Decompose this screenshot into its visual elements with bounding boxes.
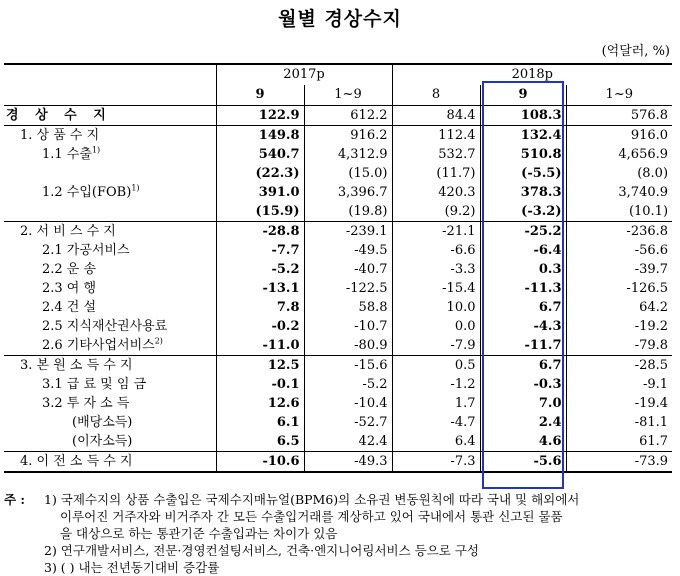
row-label-text: (배당소득) <box>72 415 133 430</box>
header-col-2: 1~9 <box>304 85 392 106</box>
header-col-5: 1~9 <box>566 85 672 106</box>
cell-value: 12.5 <box>216 356 304 376</box>
cell-value: -28.5 <box>566 356 672 376</box>
row-label-text: 2.4 건 설 <box>42 300 97 315</box>
row-label <box>4 432 216 452</box>
cell-value: -39.7 <box>566 260 672 279</box>
footnote-2: 2) 연구개발서비스, 전문·경영컨설팅서비스, 건축·엔지니어링서비스 등으로 구성 <box>44 543 479 558</box>
table-row <box>4 222 672 242</box>
cell-value: -5.2 <box>216 260 304 279</box>
row-label-text: 2.1 가공서비스 <box>42 243 130 258</box>
table-row <box>4 432 672 452</box>
row-label <box>4 260 216 279</box>
cell-value: 6.7 <box>480 298 566 317</box>
row-label <box>4 164 216 183</box>
cell-value: 916.0 <box>566 126 672 146</box>
table-row <box>4 394 672 413</box>
cell-value: 6.1 <box>216 413 304 432</box>
table-row <box>4 126 672 146</box>
cell-value: -19.2 <box>566 317 672 336</box>
cell-value: 7.8 <box>216 298 304 317</box>
cell-value: -0.2 <box>216 317 304 336</box>
cell-value: 84.4 <box>392 106 480 126</box>
row-label <box>4 145 216 164</box>
cell-value: 132.4 <box>480 126 566 146</box>
row-label-text: 3.2 투 자 소 득 <box>42 396 130 411</box>
row-label <box>4 375 216 394</box>
cell-value: 149.8 <box>216 126 304 146</box>
cell-value: 6.4 <box>392 432 480 452</box>
footnote-ref: 1) <box>131 183 140 193</box>
cell-value: -122.5 <box>304 279 392 298</box>
cell-value: -15.4 <box>392 279 480 298</box>
table-row <box>4 241 672 260</box>
row-label-text: 4. 이 전 소 득 수 지 <box>20 454 133 469</box>
row-label-text: 1.2 수입(FOB) <box>42 185 132 200</box>
cell-value: -0.3 <box>480 375 566 394</box>
cell-value: -5.6 <box>480 452 566 473</box>
row-label-text: 2.6 기타사업서비스 <box>42 338 155 353</box>
cell-value: (-5.5) <box>480 164 566 183</box>
footnote-1c: 을 대상으로 하는 통관기준 수출입과는 차이가 있음 <box>60 526 338 541</box>
cell-value: -15.6 <box>304 356 392 376</box>
table-row <box>4 336 672 356</box>
cell-value: (11.7) <box>392 164 480 183</box>
row-label <box>4 452 216 473</box>
cell-value: -10.4 <box>304 394 392 413</box>
cell-value: -3.3 <box>392 260 480 279</box>
cell-value: 7.0 <box>480 394 566 413</box>
cell-value: (-3.2) <box>480 202 566 222</box>
row-label <box>4 241 216 260</box>
row-label <box>4 279 216 298</box>
row-label-text: 2. 서 비 스 수 지 <box>20 224 116 239</box>
cell-value: -7.3 <box>392 452 480 473</box>
header-col-3: 8 <box>392 85 480 106</box>
cell-value: 6.5 <box>216 432 304 452</box>
row-label-text: (이자소득) <box>72 434 133 449</box>
cell-value: -56.6 <box>566 241 672 260</box>
row-label <box>4 222 216 242</box>
footnote-3: 3) ( ) 내는 전년동기대비 증감률 <box>44 560 220 575</box>
cell-value: (15.0) <box>304 164 392 183</box>
row-label <box>4 413 216 432</box>
cell-value: -10.7 <box>304 317 392 336</box>
row-label <box>4 394 216 413</box>
unit-label: (억달러, %) <box>601 44 670 59</box>
row-label-text: 3. 본 원 소 득 수 지 <box>20 358 133 373</box>
cell-value: -4.7 <box>392 413 480 432</box>
row-label-text: 경 상 수 지 <box>6 108 112 123</box>
cell-value: -11.3 <box>480 279 566 298</box>
row-label <box>4 317 216 336</box>
table-row <box>4 452 672 473</box>
table-row <box>4 298 672 317</box>
cell-value: -28.8 <box>216 222 304 242</box>
cell-value: 3,740.9 <box>566 183 672 202</box>
cell-value: -73.9 <box>566 452 672 473</box>
row-label-text: 2.2 운 송 <box>42 262 97 277</box>
cell-value: -80.9 <box>304 336 392 356</box>
cell-value: -11.0 <box>216 336 304 356</box>
cell-value: -9.1 <box>566 375 672 394</box>
cell-value: 4.6 <box>480 432 566 452</box>
cell-value: -6.4 <box>480 241 566 260</box>
cell-value: 112.4 <box>392 126 480 146</box>
cell-value: 391.0 <box>216 183 304 202</box>
cell-value: 532.7 <box>392 145 480 164</box>
header-col-4: 9 <box>480 85 566 106</box>
row-label <box>4 202 216 222</box>
table-row <box>4 279 672 298</box>
cell-value: 4,312.9 <box>304 145 392 164</box>
table-row <box>4 260 672 279</box>
cell-value: 42.4 <box>304 432 392 452</box>
header-col-1: 9 <box>216 85 304 106</box>
row-label <box>4 183 216 202</box>
cell-value: 1.7 <box>392 394 480 413</box>
cell-value: -25.2 <box>480 222 566 242</box>
row-label-text: 1. 상 품 수 지 <box>20 128 100 143</box>
footnote-ref: 2) <box>154 336 163 346</box>
cell-value: (10.1) <box>566 202 672 222</box>
header-period-row <box>4 85 672 106</box>
table-row <box>4 413 672 432</box>
cell-value: 510.8 <box>480 145 566 164</box>
row-label <box>4 356 216 376</box>
cell-value: 12.6 <box>216 394 304 413</box>
cell-value: 6.7 <box>480 356 566 376</box>
header-year-2017: 2017p <box>216 64 392 85</box>
row-label-text: 1.1 수출 <box>42 147 92 162</box>
row-label-text: 2.5 지식재산권사용료 <box>42 319 168 334</box>
cell-value: 61.7 <box>566 432 672 452</box>
cell-value: -7.7 <box>216 241 304 260</box>
cell-value: -126.5 <box>566 279 672 298</box>
row-label <box>4 336 216 356</box>
cell-value: -239.1 <box>304 222 392 242</box>
cell-value: 4,656.9 <box>566 145 672 164</box>
cell-value: 0.3 <box>480 260 566 279</box>
cell-value: (9.2) <box>392 202 480 222</box>
cell-value: -6.6 <box>392 241 480 260</box>
table-row <box>4 356 672 376</box>
cell-value: 0.0 <box>392 317 480 336</box>
cell-value: (19.8) <box>304 202 392 222</box>
cell-value: 64.2 <box>566 298 672 317</box>
cell-value: 916.2 <box>304 126 392 146</box>
cell-value: -49.5 <box>304 241 392 260</box>
cell-value: -52.7 <box>304 413 392 432</box>
cell-value: -4.3 <box>480 317 566 336</box>
table-row <box>4 164 672 183</box>
footnote-1a: 1) 국제수지의 상품 수출입은 국제수지매뉴얼(BPM6)의 소유권 변동원칙에 따라 국내 및 해외에서 <box>44 492 580 507</box>
cell-value: 540.7 <box>216 145 304 164</box>
footnote-1b: 이루어진 거주자와 비거주자 간 모든 수출입거래를 계상하고 있어 국내에서 통관 신고된 물품 <box>60 509 563 524</box>
cell-value: 0.5 <box>392 356 480 376</box>
row-label <box>4 298 216 317</box>
cell-value: 58.8 <box>304 298 392 317</box>
cell-value: 420.3 <box>392 183 480 202</box>
footnote-ref: 1) <box>91 145 101 155</box>
cell-value: -21.1 <box>392 222 480 242</box>
cell-value: 10.0 <box>392 298 480 317</box>
cell-value: -5.2 <box>304 375 392 394</box>
table-row <box>4 202 672 222</box>
cell-value: 612.2 <box>304 106 392 126</box>
cell-value: -7.9 <box>392 336 480 356</box>
footnote-1 <box>4 491 674 508</box>
table-row <box>4 145 672 164</box>
cell-value: -1.2 <box>392 375 480 394</box>
current-account-table <box>4 63 672 473</box>
cell-value: -49.3 <box>304 452 392 473</box>
header-year-2018: 2018p <box>392 64 672 85</box>
cell-value: 576.8 <box>566 106 672 126</box>
cell-value: -13.1 <box>216 279 304 298</box>
table-row <box>4 317 672 336</box>
cell-value: -236.8 <box>566 222 672 242</box>
cell-value: 122.9 <box>216 106 304 126</box>
cell-value: -40.7 <box>304 260 392 279</box>
cell-value: -19.4 <box>566 394 672 413</box>
cell-value: (15.9) <box>216 202 304 222</box>
header-year-row <box>4 64 672 85</box>
table-row <box>4 375 672 394</box>
row-label <box>4 106 216 126</box>
page-title: 월별 경상수지 <box>278 8 402 30</box>
cell-value: -79.8 <box>566 336 672 356</box>
row-label-text: 2.3 여 행 <box>42 281 97 296</box>
cell-value: -10.6 <box>216 452 304 473</box>
cell-value: 3,396.7 <box>304 183 392 202</box>
cell-value: 378.3 <box>480 183 566 202</box>
cell-value: 108.3 <box>480 106 566 126</box>
row-label <box>4 126 216 146</box>
footnotes <box>4 491 674 576</box>
cell-value: 2.4 <box>480 413 566 432</box>
row-label-text: 3.1 급 료 및 임 금 <box>42 377 147 392</box>
cell-value: (8.0) <box>566 164 672 183</box>
table-row <box>4 183 672 202</box>
cell-value: (22.3) <box>216 164 304 183</box>
footnote-prefix: 주 : <box>4 492 26 507</box>
cell-value: -0.1 <box>216 375 304 394</box>
cell-value: -81.1 <box>566 413 672 432</box>
cell-value: -11.7 <box>480 336 566 356</box>
table-row <box>4 106 672 126</box>
